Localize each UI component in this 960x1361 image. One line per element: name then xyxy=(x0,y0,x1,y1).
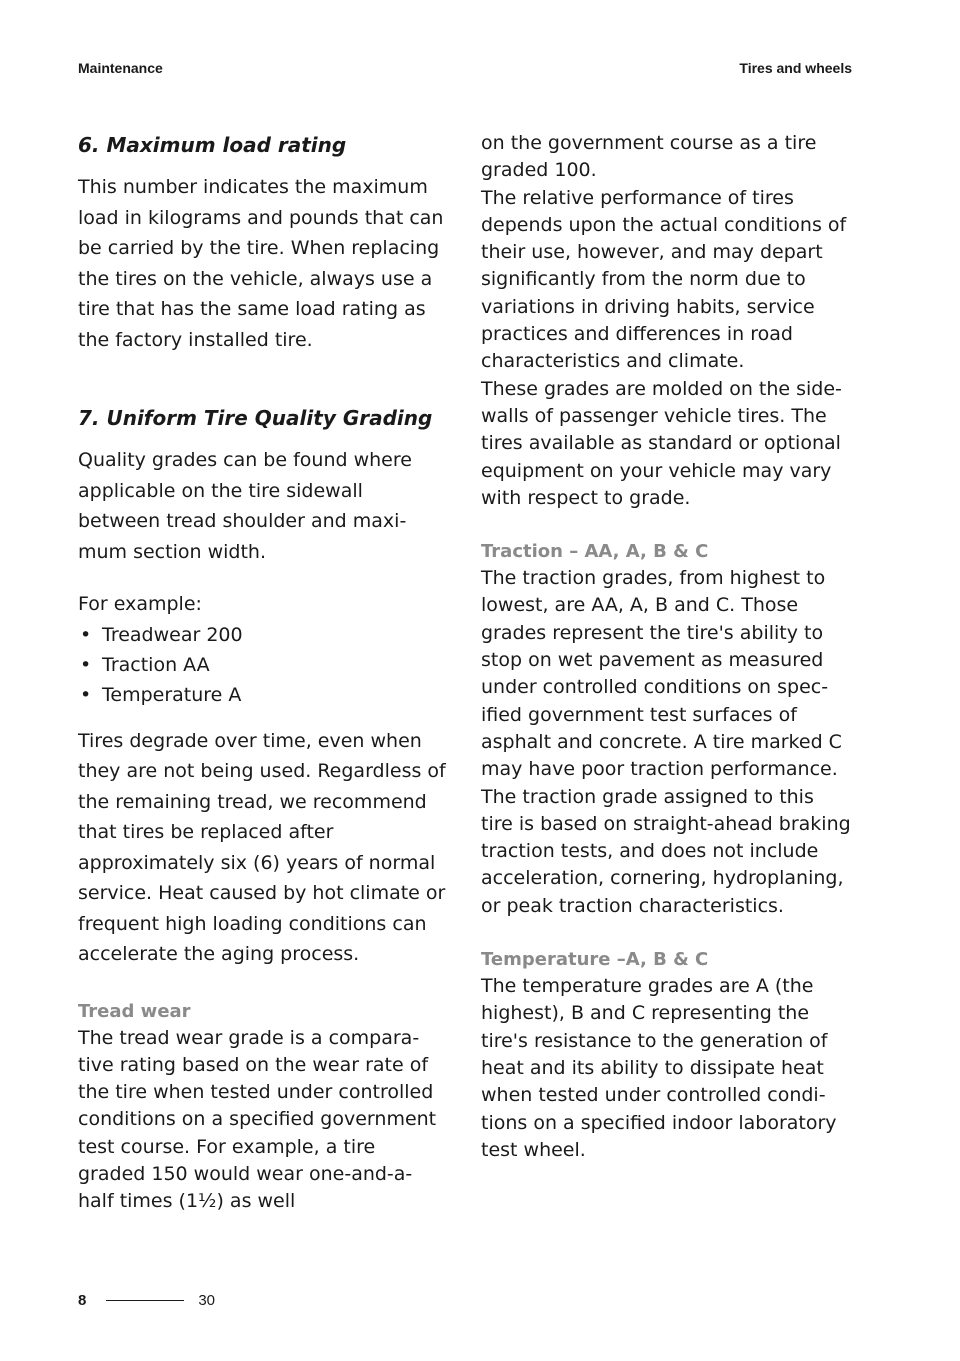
spacer xyxy=(481,920,851,946)
paragraph-tread-wear: The tread wear grade is a comparative rating based on the wear rate of the tire when tested under controlled conditions on a specified government test course. For example, a tire graded 150 would wear one-and-a-half times (1½) as well xyxy=(78,1026,437,1213)
spacer xyxy=(481,512,851,538)
bullet-dot-icon: • xyxy=(80,683,92,706)
example-list xyxy=(78,620,446,710)
chapter-number: 8 xyxy=(78,1292,87,1309)
paragraph-tire-aging: Tires degrade over time, even when they are not being used. Regardless of the remaining tread, we recommend that tires be replaced after approximately six (6) years of normal service. Heat caused by hot climate or frequent high loading conditions can accelerate the aging process. xyxy=(78,729,446,965)
paragraph-tread-wear-continued: on the government course as a tire graded 100. xyxy=(481,132,817,182)
page-number: 30 xyxy=(198,1292,216,1309)
paragraph-grades-molded: These grades are molded on the side-walls of passenger vehicle tires. The tires available as standard or optional equipment on your vehicle may vary with respect to grade. xyxy=(481,377,842,509)
paragraph-max-load-rating: This number indicates the maximum load in kilograms and pounds that can be carried by the tire. When replacing the tires on the vehicle, always use a tire that has the same load rating as the factory installed tire. xyxy=(78,176,444,351)
list-item xyxy=(78,650,446,680)
list-item xyxy=(78,680,446,710)
running-header-section: Maintenance xyxy=(78,60,163,76)
subheading-temperature: Temperature –A, B & C xyxy=(481,949,709,971)
subheading-tread-wear: Tread wear xyxy=(78,1000,191,1022)
subheading-traction: Traction – AA, A, B & C xyxy=(481,541,709,563)
heading-utqg: 7. Uniform Tire Quality Grading xyxy=(78,406,433,430)
list-item-text: Temperature A xyxy=(102,683,242,706)
list-item xyxy=(78,620,446,650)
heading-max-load-rating: 6. Maximum load rating xyxy=(78,133,347,157)
paragraph-traction-assigned: The traction grade assigned to this tire is based on straight-ahead braking traction tests, and does not include acceleration, cornering, hydroplaning, or peak traction characteristics. xyxy=(481,785,851,917)
paragraph-relative-performance: The relative performance of tires depends upon the actual conditions of their use, however, and may depart significantly from the norm due to variations in driving habits, service practices and differences in road characteristics and climate. xyxy=(481,186,847,373)
paragraph-utqg: Quality grades can be found where applicable on the tire sidewall between tread shoulder and maximum section width. xyxy=(78,449,412,563)
example-intro: For example: xyxy=(78,593,202,615)
spacer xyxy=(78,377,446,403)
paragraph-temperature-grades: The temperature grades are A (the highest), B and C representing the tire's resistance to the generation of heat and its ability to dissipate heat when tested under controlled conditions on a specified indoor laboratory test wheel. xyxy=(481,975,837,1161)
left-column xyxy=(78,130,446,1216)
footer-divider xyxy=(106,1300,184,1301)
page-footer xyxy=(78,1292,215,1309)
bullet-dot-icon: • xyxy=(80,653,92,676)
right-column xyxy=(481,130,851,1164)
list-item-text: Treadwear 200 xyxy=(102,623,243,646)
list-item-text: Traction AA xyxy=(102,653,210,676)
running-header-topic: Tires and wheels xyxy=(739,60,852,76)
paragraph-traction-grades: The traction grades, from highest to lowest, are AA, A, B and C. Those grades represent the tire's ability to stop on wet pavement as measured under controlled conditions on specified government test surfaces of asphalt and concrete. A tire marked C may have poor traction performance. xyxy=(481,567,842,781)
bullet-dot-icon: • xyxy=(80,623,92,646)
